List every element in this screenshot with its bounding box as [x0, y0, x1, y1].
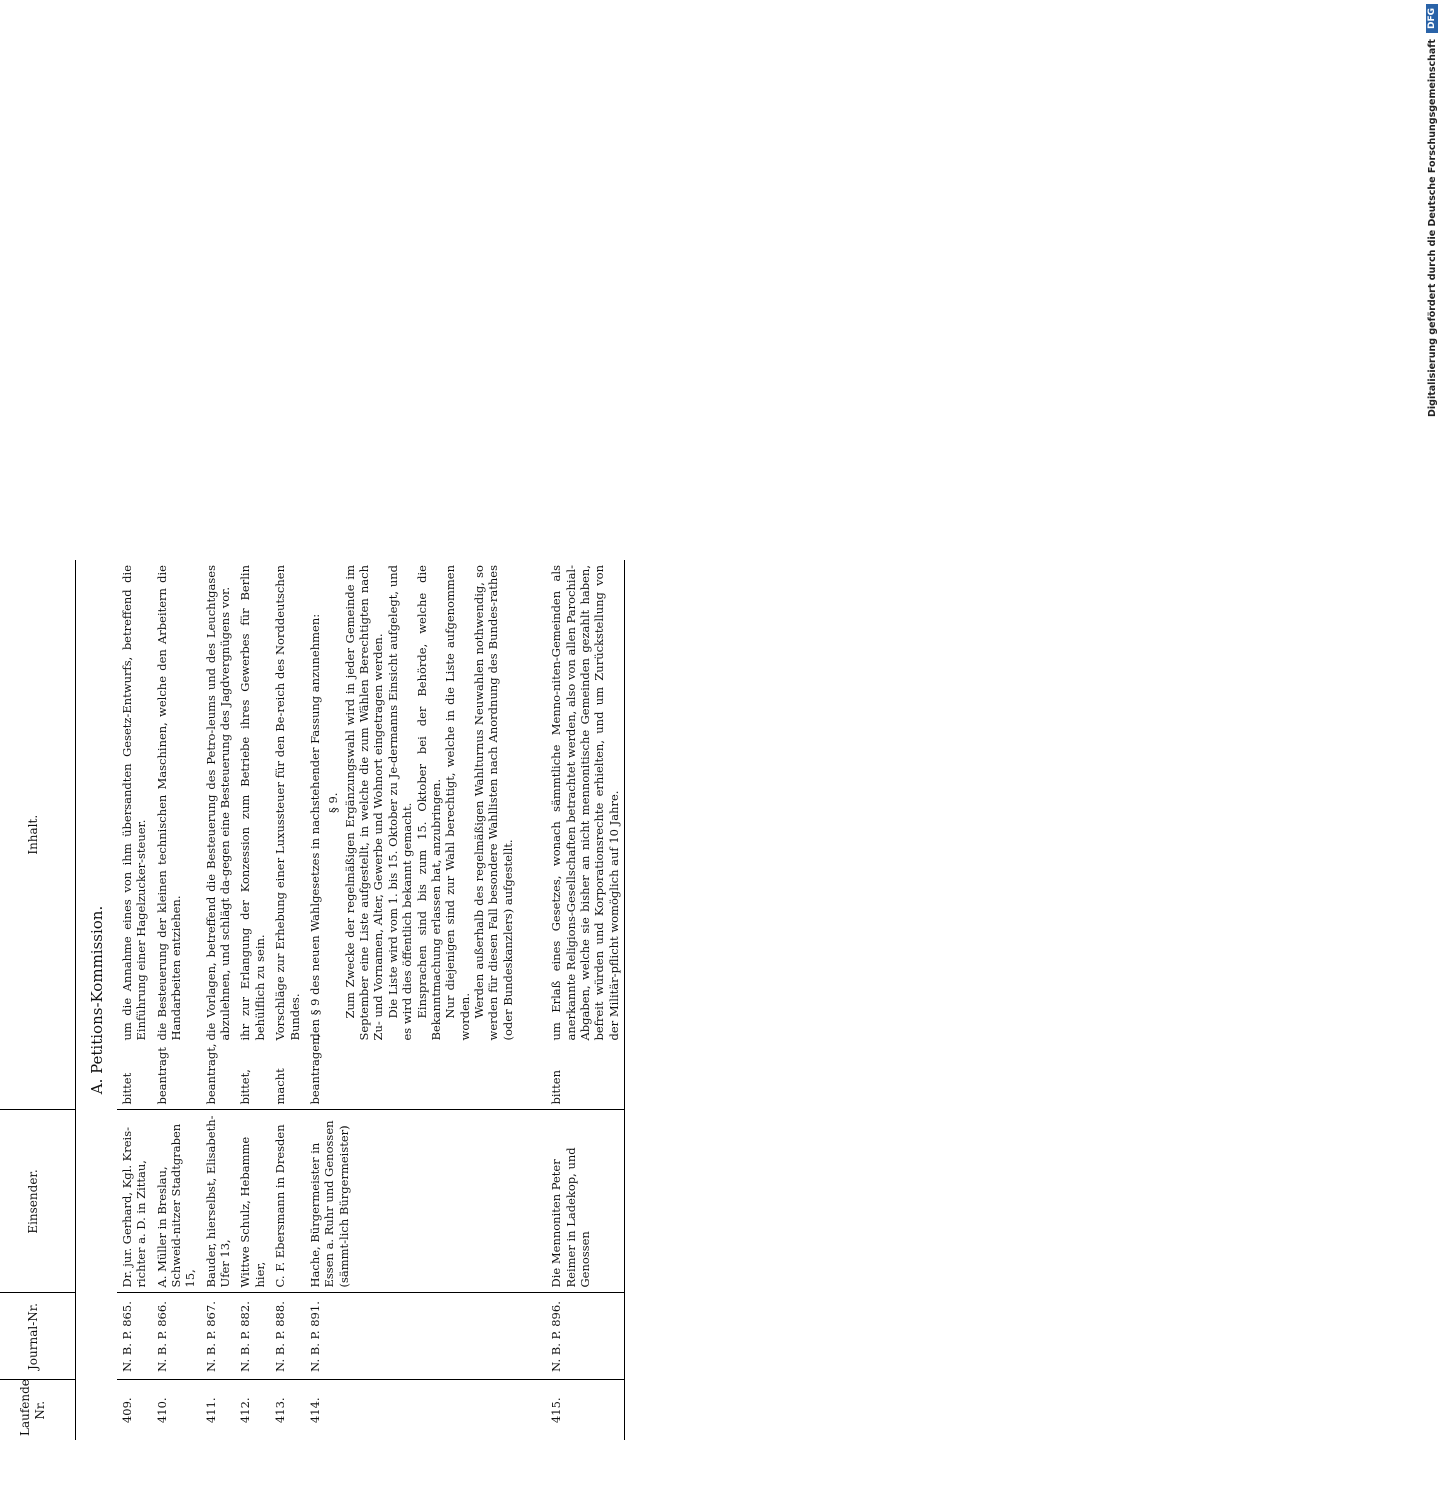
- cell-content: [201, 560, 236, 1110]
- cell-journal: N. B. P. 896.: [546, 1293, 624, 1380]
- cell-journal: N. B. P. 865.: [117, 1293, 152, 1380]
- quote-line: Nur diejenigen sind zur Wahl berechtigt, welche in die Liste aufgenommen worden.: [443, 565, 472, 1041]
- table-row: [201, 560, 236, 1440]
- cell-text: um Erlaß eines Gesetzes, wonach sämmtliche Menno-niten-Gemeinden als anerkannte Religions-Gesellschaften betrachtet werden, also von allen Parochial-Abgaben, welche sie bisher an nicht mennonitische Gemeinden gezahlt haben, befreit würden und Korporationsrechte erhielten, und um Zurückstellung von der Militär-pflicht womöglich auf 10 Jahre.: [549, 565, 621, 1041]
- cell-verb: bitten: [549, 1070, 564, 1105]
- cell-content: [305, 560, 546, 1110]
- cell-nr: 412.: [238, 1397, 253, 1424]
- table-row: [152, 560, 201, 1440]
- cell-text: Vorschläge zur Erhebung einer Luxussteuer für den Be-reich des Norddeutschen Bundes.: [273, 565, 302, 1041]
- dfg-stamp: [1421, 0, 1443, 1000]
- section-title: A. Petitions-Kommission.: [88, 905, 106, 1095]
- cell-text: die Besteuerung der kleinen technischen Maschinen, welche den Arbeitern die Handarbeiten entziehen.: [154, 565, 183, 1041]
- cell-journal: N. B. P. 888.: [270, 1293, 305, 1380]
- cell-verb: macht: [273, 1068, 288, 1105]
- cell-verb: bittet,: [238, 1069, 253, 1105]
- rotated-page: [0, 500, 995, 1500]
- dfg-logo: DFG: [1426, 4, 1438, 33]
- cell-sender: Wittwe Schulz, Hebamme hier,: [235, 1110, 270, 1293]
- cell-text: die Vorlagen, betreffend die Besteuerung des Petro-leums und des Leuchtgases abzulehnen, und schlägt da-gegen eine Besteuerung des Jagdvergnügens vor.: [203, 565, 232, 1041]
- cell-verb: beantragt: [154, 1047, 169, 1105]
- cell-nr: 413.: [273, 1397, 288, 1424]
- table-header-row: [0, 560, 76, 1440]
- table-row: [270, 560, 305, 1440]
- cell-sender: Die Mennoniten Peter Reimer in Ladekop, und Genossen: [546, 1110, 624, 1293]
- cell-content: [546, 560, 624, 1110]
- column-header-journal-nr: Journal-Nr.: [0, 1293, 76, 1380]
- section-row: [76, 560, 117, 1440]
- column-header-laufende-nr: Laufende Nr.: [0, 1380, 76, 1440]
- cell-content: [117, 560, 152, 1110]
- cell-text: ihr zur Erlangung der Konzession zum Betriebe ihres Gewerbes für Berlin behülflich zu sein.: [238, 565, 267, 1041]
- dfg-stamp-text: Digitalisierung gefördert durch die Deutsche Forschungsgemeinschaft: [1426, 39, 1438, 417]
- cell-nr: 410.: [154, 1397, 169, 1424]
- cell-sender: A. Müller in Breslau, Schweid-nitzer Stadtgraben 15,: [152, 1110, 201, 1293]
- cell-verb: bittet: [119, 1072, 134, 1105]
- quote-line: Einsprachen sind bis zum 15. Oktober bei der Behörde, welche die Bekanntmachung erlassen hat, anzubringen.: [414, 565, 443, 1041]
- cell-nr: 415.: [546, 1380, 624, 1440]
- cell-sender: C. F. Ebersmann in Dresden: [270, 1110, 305, 1293]
- table-row: [305, 560, 546, 1440]
- table-row: [117, 560, 152, 1440]
- cell-journal: N. B. P. 866.: [152, 1293, 201, 1380]
- table-row: [235, 560, 270, 1440]
- quote-line: Werden außerhalb des regelmäßigen Wahlturnus Neuwahlen nothwendig, so werden für diesen Fall besondere Wahllisten nach Anordnung des Bundes-rathes (oder Bundeskanzlers) aufgestellt.: [472, 565, 515, 1041]
- cell-journal: N. B. P. 891.: [305, 1293, 546, 1380]
- quote-line: Die Liste wird vom 1. bis 15. Oktober zu Je-dermanns Einsicht aufgelegt, und es wird dies öffentlich bekannt gemacht.: [385, 565, 415, 1041]
- cell-text: um die Annahme eines von ihm übersandten Gesetz-Entwurfs, betreffend die Einführung einer Hagelzucker-steuer.: [119, 565, 149, 1041]
- cell-journal: N. B. P. 867.: [201, 1293, 236, 1380]
- column-header-inhalt: Inhalt.: [0, 560, 76, 1110]
- cell-sender: Bauder, hierselbst, Elisabeth-Ufer 13,: [201, 1110, 236, 1293]
- row-spacer: [515, 565, 543, 1041]
- table-row: [546, 560, 624, 1440]
- column-header-einsender: Einsender.: [0, 1110, 76, 1293]
- cell-journal: N. B. P. 882.: [235, 1293, 270, 1380]
- cell-verb: beantragen,: [307, 1033, 322, 1105]
- cell-nr: 409.: [119, 1397, 134, 1424]
- cell-nr: 411.: [203, 1397, 218, 1424]
- quote-line: Zum Zwecke der regelmäßigen Ergänzungswahl wird in jeder Gemeinde im September eine Liste aufgestellt, in welche die zum Wählen Berechtigten nach Zu- und Vornamen, Alter, Gewerbe und Wohnort eingetragen werden.: [342, 565, 386, 1041]
- cell-verb: beantragt,: [203, 1043, 218, 1105]
- cell-nr: 414.: [307, 1397, 322, 1424]
- cell-text-block: [308, 565, 543, 1041]
- cell-sender: Hache, Bürgermeister in Essen a. Ruhr und Genossen (sämmt-lich Bürgermeister): [305, 1110, 546, 1293]
- cell-content: [152, 560, 201, 1110]
- cell-sender: Dr. jur. Gerhard, Kgl. Kreis-richter a. D. in Zittau,: [117, 1110, 152, 1293]
- paragraph-sign: § 9.: [326, 792, 341, 813]
- cell-text: den § 9 des neuen Wahlgesetzes in nachstehender Fassung anzunehmen:: [307, 613, 322, 1041]
- petitions-table: [0, 560, 625, 1440]
- cell-content: [270, 560, 305, 1110]
- cell-content: [235, 560, 270, 1110]
